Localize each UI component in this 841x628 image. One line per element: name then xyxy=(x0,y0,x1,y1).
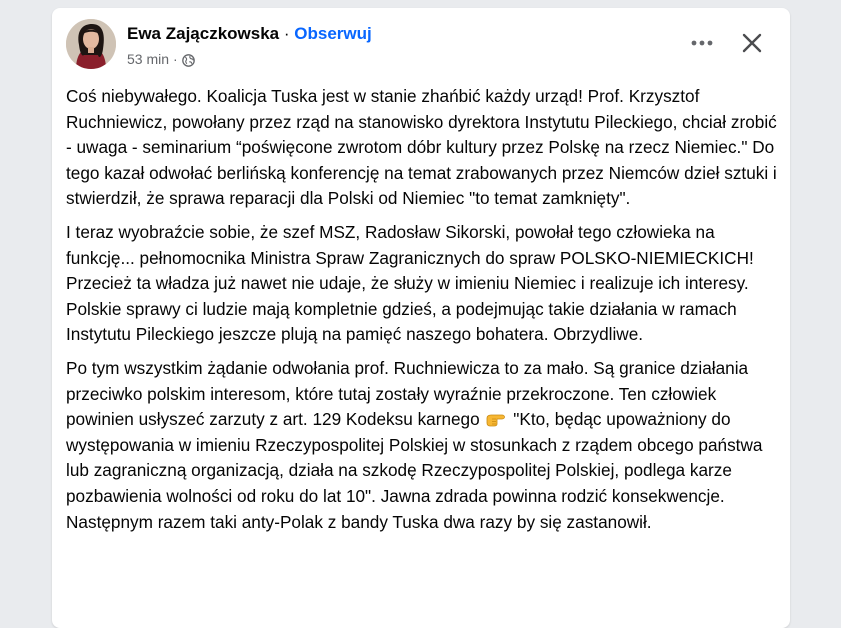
separator: · xyxy=(283,24,290,43)
post-header xyxy=(66,19,776,75)
pointing-right-hand-icon xyxy=(486,409,506,425)
close-icon xyxy=(742,33,762,53)
post-sub-line xyxy=(127,50,372,68)
post-paragraph: I teraz wyobraźcie sobie, że szef MSZ, Radosław Sikorski, powołał tego człowieka na funkcję... pełnomocnika Ministra Spraw Zagranicznych do spraw POLSKO-NIEMIECKICH! Przecież ta władza już nawet nie udaje, że służy w imieniu Niemiec i realizuje ich interesy. Polskie sprawy ci ludzie mają kompletnie gdzieś, a podejmując takie działania w ramach Instytutu Pileckiego jeszcze plują na pamięć naszego bohatera. Obrzydliwe. xyxy=(66,221,754,345)
post-body xyxy=(66,84,784,543)
author-name[interactable]: Ewa Zajączkowska xyxy=(127,24,280,43)
post-paragraph: Coś niebywałego. Koalicja Tuska jest w stanie zhańbić każdy urząd! Prof. Krzysztof Ruchniewicz, powołany przez rząd na stanowisko dyrektora Instytutu Pileckiego, chciał zrobić - uwaga - seminarium “poświęcone zwrotom dóbr kultury przez Polskę na rzecz Niemiec." Do tego kazał odwołać berlińską konferencję na temat zrabowanych przez Niemców dzieł sztuki i stwierdził, że sprawa reparacji dla Polski od Niemiec "to temat zamknięty". xyxy=(66,86,777,209)
avatar-image xyxy=(66,19,116,69)
post-card xyxy=(52,8,790,628)
more-options-button[interactable] xyxy=(686,27,718,59)
post-timestamp[interactable]: 53 min xyxy=(127,51,170,67)
author-line xyxy=(127,23,372,45)
time-separator: · xyxy=(173,51,178,67)
follow-button[interactable]: Obserwuj xyxy=(294,24,372,43)
close-button[interactable] xyxy=(736,27,768,59)
paragraph-text: "Kto, będąc upoważniony do występowania w imieniu Rzeczypospolitej Polskiej w stosunkach z rządem obcego państwa lub zagraniczną organizacją, działa na szkodę Rzeczypospolitej Polskiej, podlega karze pozbawienia wolności od roku do lat 10". Jawna zdrada powinna rodzić konsekwencje. Następnym razem taki anty-Polak z bandy Tuska dwa razy by się zastanowił. xyxy=(66,409,763,532)
post-paragraph xyxy=(66,356,784,535)
avatar[interactable] xyxy=(66,19,116,69)
globe-icon xyxy=(182,53,195,66)
more-dots-icon xyxy=(691,40,713,46)
post-meta xyxy=(127,23,372,68)
post-actions xyxy=(686,27,768,59)
paragraph-text: Po tym wszystkim żądanie odwołania prof. Ruchniewicza to za mało. Są granice działania przeciwko polskim interesom, które tutaj zostały wyraźnie przekroczone. Ten człowiek powinien usłyszeć zarzuty z art. 129 Kodeksu karnego xyxy=(66,357,749,430)
